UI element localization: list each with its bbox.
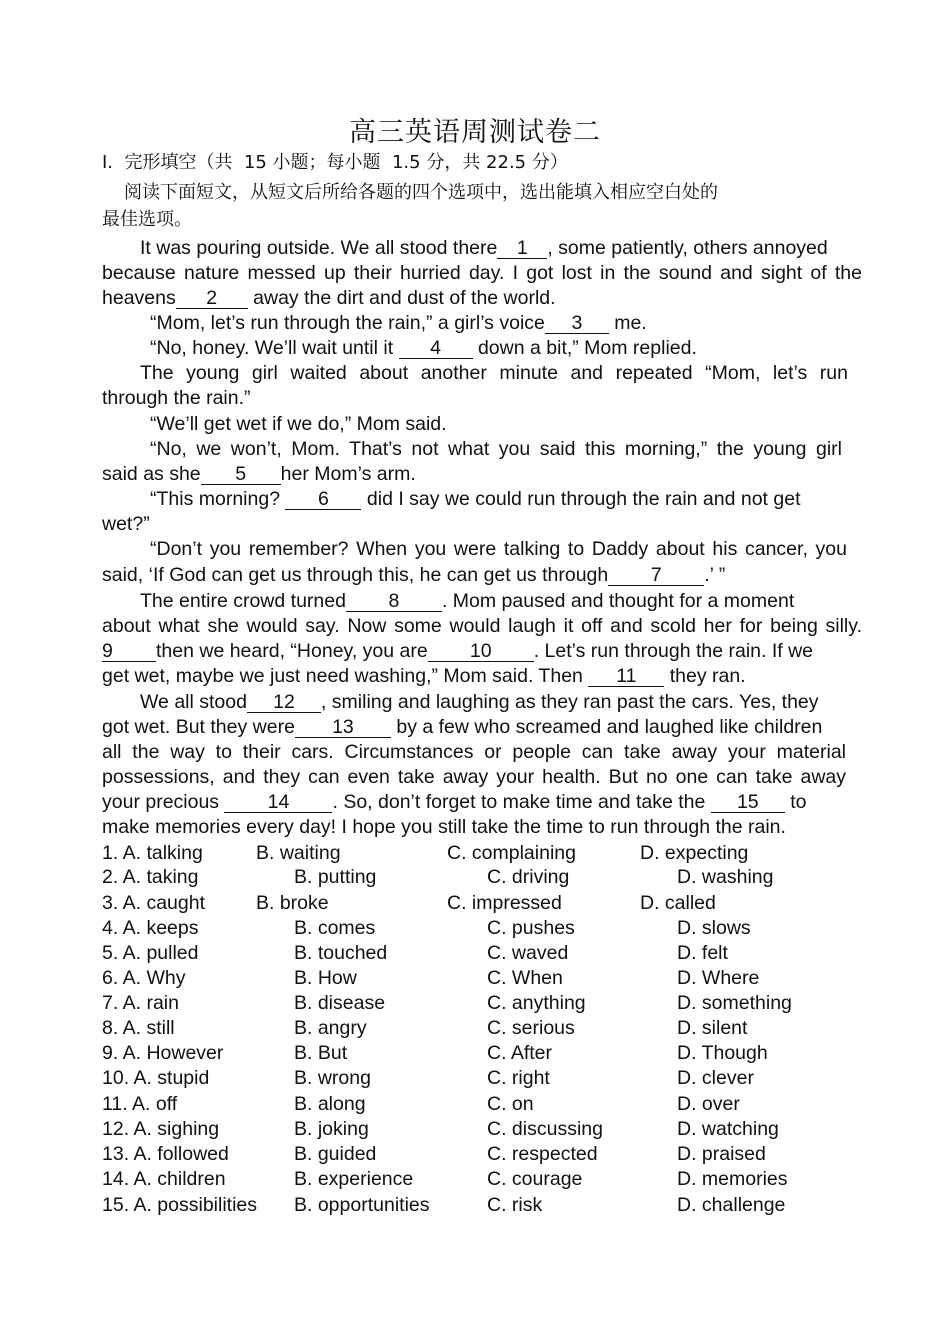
option-1-d: D. expecting	[640, 842, 749, 864]
blank-8: 8	[346, 591, 442, 612]
blank-3: 3	[545, 313, 609, 334]
passage-line: We all stood 12 , smiling and laughing as they ran past the cars. Yes, they	[140, 691, 819, 713]
blank-13: 13	[295, 717, 391, 738]
option-1-a: 1. A. talking	[102, 842, 203, 864]
option-1-b: B. waiting	[256, 842, 341, 864]
option-7-d: D. something	[677, 992, 792, 1014]
option-3-a: 3. A. caught	[102, 892, 205, 914]
option-6-d: D. Where	[677, 967, 760, 989]
option-4-c: C. pushes	[487, 917, 575, 939]
passage-line: said, ‘If God can get us through this, he can get us through 7 .’ ”	[102, 564, 726, 586]
option-13-c: C. respected	[487, 1143, 598, 1165]
option-11-b: B. along	[294, 1093, 366, 1115]
blank-7: 7	[608, 565, 704, 586]
passage-line: about what she would say. Now some would laugh it off and scold her for being silly.	[102, 615, 862, 637]
option-12-a: 12. A. sighing	[102, 1118, 220, 1140]
option-7-a: 7. A. rain	[102, 992, 179, 1014]
option-15-b: B. opportunities	[294, 1194, 430, 1216]
blank-2: 2	[176, 288, 248, 309]
option-12-d: D. watching	[677, 1118, 779, 1140]
passage-line: The entire crowd turned 8 . Mom paused and thought for a moment	[140, 590, 795, 612]
instruction-line-1: 阅读下面短文，从短文后所给各题的四个选项中，选出能填入相应空白处的	[124, 182, 718, 203]
passage-line: It was pouring outside. We all stood there 1 , some patiently, others annoyed	[140, 237, 828, 259]
passage-line: got wet. But they were 13 by a few who screamed and laughed like children	[102, 716, 823, 738]
option-3-d: D. called	[640, 892, 716, 914]
section-heading: I. 完形填空（共 15 小题；每小题 1.5 分，共 22.5 分）	[102, 152, 568, 173]
page-title: 高三英语周测试卷二	[349, 117, 601, 148]
passage-line: 9 then we heard, “Honey, you are 10 . Let’s run through the rain. If we	[102, 640, 814, 662]
option-15-c: C. risk	[487, 1194, 543, 1216]
passage-line: all the way to their cars. Circumstances or people can take away your material	[102, 741, 846, 763]
blank-15: 15	[711, 792, 785, 813]
blank-5: 5	[201, 464, 281, 485]
option-3-b: B. broke	[256, 892, 329, 914]
option-13-d: D. praised	[677, 1143, 766, 1165]
blank-14: 14	[224, 792, 332, 813]
passage-line: “This morning? 6 did I say we could run through the rain and not get	[150, 488, 801, 510]
blank-4: 4	[399, 338, 473, 359]
option-10-d: D. clever	[677, 1067, 754, 1089]
option-4-d: D. slows	[677, 917, 751, 939]
option-8-b: B. angry	[294, 1017, 367, 1039]
passage-line: heavens 2 away the dirt and dust of the world.	[102, 287, 556, 309]
option-5-a: 5. A. pulled	[102, 942, 199, 964]
option-6-b: B. How	[294, 967, 357, 989]
passage-line: “No, we won’t, Mom. That’s not what you said this morning,” the young girl	[150, 438, 842, 460]
instruction-line-2: 最佳选项。	[102, 209, 192, 230]
option-2-a: 2. A. taking	[102, 866, 199, 888]
blank-1: 1	[497, 238, 547, 259]
passage-line: “Mom, let’s run through the rain,” a girl’s voice 3 me.	[150, 312, 647, 334]
option-9-d: D. Though	[677, 1042, 768, 1064]
option-8-c: C. serious	[487, 1017, 575, 1039]
option-8-d: D. silent	[677, 1017, 748, 1039]
option-8-a: 8. A. still	[102, 1017, 175, 1039]
option-15-a: 15. A. possibilities	[102, 1194, 258, 1216]
option-4-a: 4. A. keeps	[102, 917, 199, 939]
option-9-a: 9. A. However	[102, 1042, 224, 1064]
option-5-b: B. touched	[294, 942, 388, 964]
option-11-c: C. on	[487, 1093, 534, 1115]
option-13-a: 13. A. followed	[102, 1143, 229, 1165]
option-12-b: B. joking	[294, 1118, 369, 1140]
passage-line: because nature messed up their hurried day. I got lost in the sound and sight of the	[102, 262, 862, 284]
option-4-b: B. comes	[294, 917, 376, 939]
passage-line: wet?”	[102, 513, 150, 535]
option-11-a: 11. A. off	[102, 1093, 178, 1115]
passage-line: “We’ll get wet if we do,” Mom said.	[150, 413, 447, 435]
blank-9: 9	[102, 641, 156, 662]
option-9-b: B. But	[294, 1042, 348, 1064]
passage-line: The young girl waited about another minute and repeated “Mom, let’s run	[140, 362, 848, 384]
option-14-b: B. experience	[294, 1168, 414, 1190]
option-10-b: B. wrong	[294, 1067, 371, 1089]
passage-line: “No, honey. We’ll wait until it 4 down a bit,” Mom replied.	[150, 337, 697, 359]
option-15-d: D. challenge	[677, 1194, 786, 1216]
blank-12: 12	[247, 692, 321, 713]
blank-11: 11	[588, 666, 664, 687]
option-9-c: C. After	[487, 1042, 553, 1064]
option-13-b: B. guided	[294, 1143, 377, 1165]
option-12-c: C. discussing	[487, 1118, 603, 1140]
option-6-a: 6. A. Why	[102, 967, 186, 989]
option-6-c: C. When	[487, 967, 563, 989]
blank-10: 10	[428, 641, 534, 662]
option-2-b: B. putting	[294, 866, 377, 888]
option-2-d: D. washing	[677, 866, 774, 888]
option-1-c: C. complaining	[447, 842, 576, 864]
option-3-c: C. impressed	[447, 892, 562, 914]
option-11-d: D. over	[677, 1093, 740, 1115]
option-5-c: C. waved	[487, 942, 569, 964]
option-14-a: 14. A. children	[102, 1168, 226, 1190]
option-14-c: C. courage	[487, 1168, 583, 1190]
option-14-d: D. memories	[677, 1168, 788, 1190]
option-7-c: C. anything	[487, 992, 586, 1014]
passage-line: get wet, maybe we just need washing,” Mom said. Then 11 they ran.	[102, 665, 746, 687]
option-10-c: C. right	[487, 1067, 550, 1089]
option-5-d: D. felt	[677, 942, 728, 964]
blank-6: 6	[285, 489, 361, 510]
option-2-c: C. driving	[487, 866, 570, 888]
passage-line: through the rain.”	[102, 387, 251, 409]
passage-line: “Don’t you remember? When you were talking to Daddy about his cancer, you	[150, 538, 847, 560]
passage-line: possessions, and they can even take away your health. But no one can take away	[102, 766, 846, 788]
option-10-a: 10. A. stupid	[102, 1067, 210, 1089]
passage-line: said as she 5 her Mom’s arm.	[102, 463, 416, 485]
passage-line: make memories every day! I hope you still take the time to run through the rain.	[102, 816, 786, 838]
passage-line: your precious 14 . So, don’t forget to make time and take the 15 to	[102, 791, 807, 813]
option-7-b: B. disease	[294, 992, 386, 1014]
